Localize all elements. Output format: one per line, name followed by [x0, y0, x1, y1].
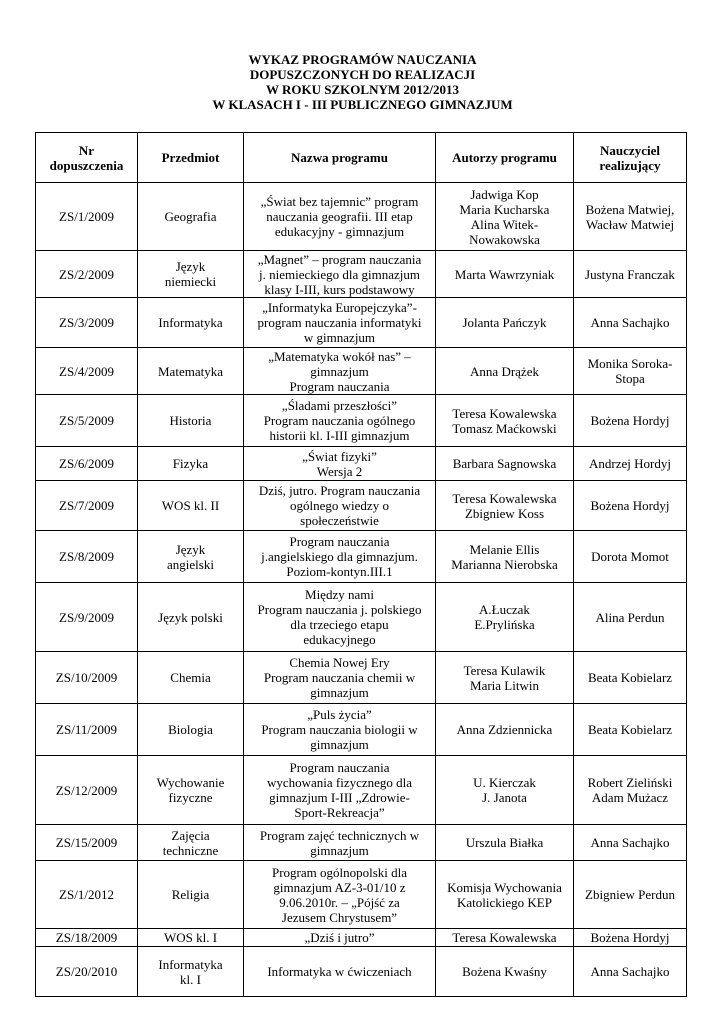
cell-line: „Informatyka Europejczyka”-: [262, 300, 417, 315]
cell-line: Alina Perdun: [595, 609, 665, 625]
cell-line: Bożena Kwaśny: [462, 964, 547, 979]
header-nr: [36, 133, 138, 183]
header-line: realizujący: [599, 157, 661, 173]
cell-line: ZS/12/2009: [55, 782, 118, 798]
nr-cell: [36, 395, 138, 447]
table-row: [36, 395, 687, 447]
nr-cell: [36, 861, 138, 929]
cell-line: ZS/2/2009: [59, 266, 114, 282]
header-teacher: [574, 133, 687, 183]
nr-cell: [36, 704, 138, 756]
cell-line: Anna Zdziennicka: [456, 722, 553, 737]
subject-cell: [138, 756, 244, 825]
header-line: Autorzy programu: [452, 150, 557, 165]
cell-line: Program nauczania biologii w: [261, 722, 418, 737]
program-name-cell: [244, 947, 436, 997]
teacher-cell: [574, 929, 687, 947]
subject-cell: [138, 298, 244, 348]
authors-cell: [436, 531, 574, 583]
title-line: W KLASACH I - III PUBLICZNEGO GIMNAZJUM: [212, 97, 513, 112]
header-line: Nazwa programu: [291, 150, 388, 165]
cell-line: ZS/3/2009: [59, 315, 114, 330]
authors-cell: [436, 929, 574, 947]
cell-line: ZS/1/2012: [59, 887, 114, 902]
cell-line: społeczeństwie: [300, 513, 379, 528]
table-row: [36, 251, 687, 298]
cell-line: Dorota Momot: [591, 549, 669, 564]
cell-line: Teresa Kowalewska: [452, 930, 557, 945]
cell-line: Katolickiego KEP: [457, 894, 552, 910]
cell-line: Marta Wawrzyniak: [454, 266, 555, 282]
cell-line: ZS/11/2009: [56, 722, 117, 737]
cell-line: Urszula Białka: [465, 835, 544, 850]
cell-line: ZS/1/2009: [59, 209, 114, 224]
teacher-cell: [574, 251, 687, 298]
cell-line: Andrzej Hordyj: [589, 456, 671, 471]
cell-line: Jolanta Pańczyk: [462, 315, 547, 330]
document-title: [0, 52, 725, 112]
cell-line: j. niemieckiego dla gimnazjum: [258, 266, 420, 282]
cell-line: ZS/10/2009: [55, 670, 118, 685]
cell-line: A.Łuczak: [479, 602, 530, 617]
nr-cell: [36, 583, 138, 652]
cell-line: ZS/4/2009: [59, 363, 114, 379]
teacher-cell: [574, 652, 687, 704]
table-row: [36, 929, 687, 947]
cell-line: gimnazjum: [310, 685, 369, 700]
table-row: [36, 825, 687, 861]
title-line: W ROKU SZKOLNYM 2012/2013: [266, 82, 459, 97]
cell-line: Anna Sachajko: [590, 315, 670, 330]
cell-line: j.angielskiego dla gimnazjum.: [261, 549, 418, 564]
cell-line: E.Prylińska: [474, 617, 535, 632]
authors-cell: [436, 251, 574, 298]
table-row: [36, 481, 687, 531]
cell-line: Wacław Matwiej: [585, 216, 675, 232]
nr-cell: [36, 929, 138, 947]
program-name-cell: [244, 447, 436, 481]
cell-line: historii kl. I-III gimnazjum: [269, 428, 410, 443]
nr-cell: [36, 756, 138, 825]
cell-line: Anna Drążek: [470, 363, 539, 379]
cell-line: Maria Litwin: [470, 677, 539, 693]
table-row: [36, 531, 687, 583]
teacher-cell: [574, 531, 687, 583]
program-name-cell: [244, 481, 436, 531]
table-row: [36, 704, 687, 756]
cell-line: „Śladami przeszłości”: [281, 398, 398, 413]
cell-line: Beata Kobielarz: [587, 670, 673, 685]
header-line: dopuszczenia: [49, 157, 124, 173]
cell-line: Program zajęć technicznych w: [259, 827, 420, 843]
cell-line: Program ogólnopolski dla: [271, 864, 408, 880]
cell-line: „Świat bez tajemnic” program: [260, 194, 419, 209]
cell-line: Bożena Matwiej,: [585, 201, 675, 217]
subject-cell: [138, 183, 244, 251]
cell-line: Marianna Nierobska: [451, 556, 558, 572]
title-line: DOPUSZCZONYCH DO REALIZACJI: [249, 67, 476, 82]
authors-cell: [436, 947, 574, 997]
cell-line: Informatyka w ćwiczeniach: [267, 964, 412, 979]
nr-cell: [36, 652, 138, 704]
program-name-cell: [244, 251, 436, 298]
authors-cell: [436, 861, 574, 929]
nr-cell: [36, 947, 138, 997]
table-row: [36, 583, 687, 652]
teacher-cell: [574, 183, 687, 251]
cell-line: WOS kl. II: [161, 498, 220, 513]
authors-cell: [436, 395, 574, 447]
cell-line: Bożena Hordyj: [590, 930, 670, 945]
program-name-cell: [244, 531, 436, 583]
subject-cell: [138, 825, 244, 861]
cell-line: Zajęcia: [171, 827, 210, 843]
cell-line: ZS/7/2009: [59, 498, 114, 513]
program-name-cell: [244, 756, 436, 825]
subject-cell: [138, 947, 244, 997]
teacher-cell: [574, 298, 687, 348]
cell-line: kl. I: [180, 971, 201, 987]
cell-line: gimnazjum: [310, 737, 369, 752]
table-row: [36, 298, 687, 348]
cell-line: Religia: [171, 887, 210, 902]
cell-line: Informatyka: [158, 315, 223, 330]
cell-line: Program nauczania j. polskiego: [257, 602, 422, 617]
table-row: [36, 348, 687, 395]
cell-line: Biologia: [168, 722, 213, 737]
program-name-cell: [244, 298, 436, 348]
cell-line: Maria Kucharska: [459, 201, 550, 217]
program-name-cell: [244, 395, 436, 447]
program-name-cell: [244, 861, 436, 929]
teacher-cell: [574, 825, 687, 861]
nr-cell: [36, 251, 138, 298]
cell-line: gimnazjum AZ-3-01/10 z: [273, 879, 406, 895]
cell-line: fizyczne: [168, 790, 213, 805]
teacher-cell: [574, 947, 687, 997]
cell-line: Sport-Rekreacja”: [294, 805, 385, 820]
header-line: Nr: [78, 142, 95, 158]
header-line: Nauczyciel: [600, 142, 660, 158]
cell-line: ZS/18/2009: [55, 930, 118, 945]
cell-line: Informatyka: [158, 956, 223, 972]
cell-line: niemiecki: [164, 274, 217, 289]
cell-line: Program nauczania chemii w: [263, 670, 416, 685]
teacher-cell: [574, 704, 687, 756]
authors-cell: [436, 481, 574, 531]
cell-line: Alina Witek-: [470, 216, 539, 232]
cell-line: nauczania geografii. III etap: [266, 209, 413, 224]
table-row: [36, 447, 687, 481]
teacher-cell: [574, 348, 687, 395]
cell-line: gimnazjum: [310, 363, 369, 379]
subject-cell: [138, 929, 244, 947]
programs-table: [35, 132, 687, 997]
cell-line: „Dziś i jutro”: [304, 930, 375, 945]
teacher-cell: [574, 861, 687, 929]
program-name-cell: [244, 583, 436, 652]
cell-line: ZS/8/2009: [59, 549, 114, 564]
cell-line: Monika Soroka-: [587, 356, 673, 371]
cell-line: edukacyjny - gimnazjum: [274, 224, 405, 239]
authors-cell: [436, 183, 574, 251]
cell-line: Między nami: [305, 587, 374, 602]
authors-cell: [436, 298, 574, 348]
nr-cell: [36, 531, 138, 583]
cell-line: Justyna Franczak: [585, 266, 675, 282]
cell-line: Anna Sachajko: [590, 964, 670, 979]
cell-line: Komisja Wychowania: [447, 879, 562, 895]
cell-line: Matematyka: [158, 363, 223, 379]
cell-line: Barbara Sagnowska: [452, 456, 557, 471]
cell-line: Jadwiga Kop: [470, 186, 539, 202]
cell-line: Chemia Nowej Ery: [289, 655, 390, 670]
cell-line: Tomasz Maćkowski: [452, 420, 557, 436]
cell-line: w gimnazjum: [303, 330, 376, 345]
table-body: [36, 183, 687, 997]
cell-line: Bożena Hordyj: [590, 413, 670, 428]
cell-line: Zbigniew Koss: [464, 505, 545, 521]
teacher-cell: [574, 395, 687, 447]
table-row: [36, 947, 687, 997]
authors-cell: [436, 652, 574, 704]
cell-line: Poziom-kontyn.III.1: [286, 564, 393, 579]
authors-cell: [436, 704, 574, 756]
authors-cell: [436, 583, 574, 652]
program-name-cell: [244, 183, 436, 251]
cell-line: Adam Mużacz: [591, 790, 669, 805]
teacher-cell: [574, 583, 687, 652]
cell-line: Język polski: [158, 609, 223, 625]
teacher-cell: [574, 481, 687, 531]
cell-line: Teresa Kulawik: [463, 662, 546, 678]
cell-line: ZS/5/2009: [59, 413, 114, 428]
program-name-cell: [244, 929, 436, 947]
subject-cell: [138, 652, 244, 704]
table-row: [36, 652, 687, 704]
cell-line: „Matematyka wokół nas” –: [268, 348, 411, 364]
nr-cell: [36, 183, 138, 251]
cell-line: „Magnet” – program nauczania: [257, 251, 422, 267]
subject-cell: [138, 531, 244, 583]
cell-line: Teresa Kowalewska: [452, 405, 557, 421]
cell-line: ZS/6/2009: [59, 456, 114, 471]
cell-line: 9.06.2010r. – „Pójść za: [279, 894, 400, 910]
cell-line: Beata Kobielarz: [587, 722, 673, 737]
cell-line: Melanie Ellis: [469, 541, 540, 557]
teacher-cell: [574, 447, 687, 481]
cell-line: Historia: [169, 413, 212, 428]
cell-line: Program nauczania: [289, 760, 390, 775]
cell-line: ZS/20/2010: [55, 964, 118, 979]
cell-line: ZS/9/2009: [59, 609, 114, 625]
cell-line: Bożena Hordyj: [590, 498, 670, 513]
header-subject: [138, 133, 244, 183]
subject-cell: [138, 583, 244, 652]
cell-line: edukacyjnego: [303, 632, 376, 647]
authors-cell: [436, 447, 574, 481]
cell-line: program nauczania informatyki: [257, 315, 422, 330]
cell-line: ogólnego wiedzy o: [290, 498, 389, 513]
cell-line: gimnazjum I-III „Zdrowie-: [269, 790, 410, 805]
cell-line: wychowania fizycznego dla: [266, 775, 413, 790]
subject-cell: [138, 481, 244, 531]
cell-line: Dziś, jutro. Program nauczania: [258, 483, 421, 498]
subject-cell: [138, 447, 244, 481]
table-row: [36, 861, 687, 929]
program-name-cell: [244, 704, 436, 756]
header-program-name: [244, 133, 436, 183]
authors-cell: [436, 825, 574, 861]
cell-line: Wychowanie: [156, 775, 225, 790]
cell-line: Język: [175, 541, 206, 557]
cell-line: klasy I-III, kurs podstawowy: [264, 281, 415, 297]
authors-cell: [436, 348, 574, 395]
nr-cell: [36, 348, 138, 395]
cell-line: gimnazjum: [310, 842, 369, 858]
cell-line: Fizyka: [172, 456, 209, 471]
nr-cell: [36, 447, 138, 481]
cell-line: „Świat fizyki”: [302, 448, 377, 464]
nr-cell: [36, 825, 138, 861]
cell-line: Jezusem Chrystusem”: [281, 909, 398, 925]
table-header-row: [36, 133, 687, 183]
cell-line: angielski: [167, 556, 214, 572]
cell-line: ZS/15/2009: [55, 835, 118, 850]
program-name-cell: [244, 825, 436, 861]
cell-line: Nowakowska: [469, 231, 540, 247]
title-line: WYKAZ PROGRAMÓW NAUCZANIA: [248, 52, 477, 67]
subject-cell: [138, 395, 244, 447]
cell-line: Teresa Kowalewska: [452, 490, 557, 506]
cell-line: techniczne: [162, 842, 219, 858]
cell-line: Wersja 2: [316, 463, 363, 479]
cell-line: Zbigniew Perdun: [585, 887, 675, 902]
cell-line: Program nauczania: [289, 534, 390, 549]
header-line: Przedmiot: [161, 150, 220, 165]
cell-line: WOS kl. I: [163, 930, 218, 945]
authors-cell: [436, 756, 574, 825]
nr-cell: [36, 298, 138, 348]
cell-line: Anna Sachajko: [590, 835, 670, 850]
cell-line: U. Kierczak: [473, 775, 536, 790]
subject-cell: [138, 861, 244, 929]
cell-line: Chemia: [170, 670, 211, 685]
cell-line: J. Janota: [482, 790, 527, 805]
subject-cell: [138, 704, 244, 756]
cell-line: Geografia: [164, 209, 217, 224]
subject-cell: [138, 348, 244, 395]
cell-line: „Puls życia”: [307, 707, 372, 722]
cell-line: Program nauczania ogólnego: [263, 413, 416, 428]
table-row: [36, 756, 687, 825]
teacher-cell: [574, 756, 687, 825]
program-name-cell: [244, 348, 436, 395]
cell-line: Stopa: [615, 371, 645, 386]
header-authors: [436, 133, 574, 183]
subject-cell: [138, 251, 244, 298]
cell-line: Program nauczania: [289, 378, 390, 394]
nr-cell: [36, 481, 138, 531]
cell-line: Robert Zieliński: [587, 775, 673, 790]
program-name-cell: [244, 652, 436, 704]
cell-line: dla trzeciego etapu: [290, 617, 389, 632]
table-row: [36, 183, 687, 251]
cell-line: Język: [175, 259, 206, 274]
